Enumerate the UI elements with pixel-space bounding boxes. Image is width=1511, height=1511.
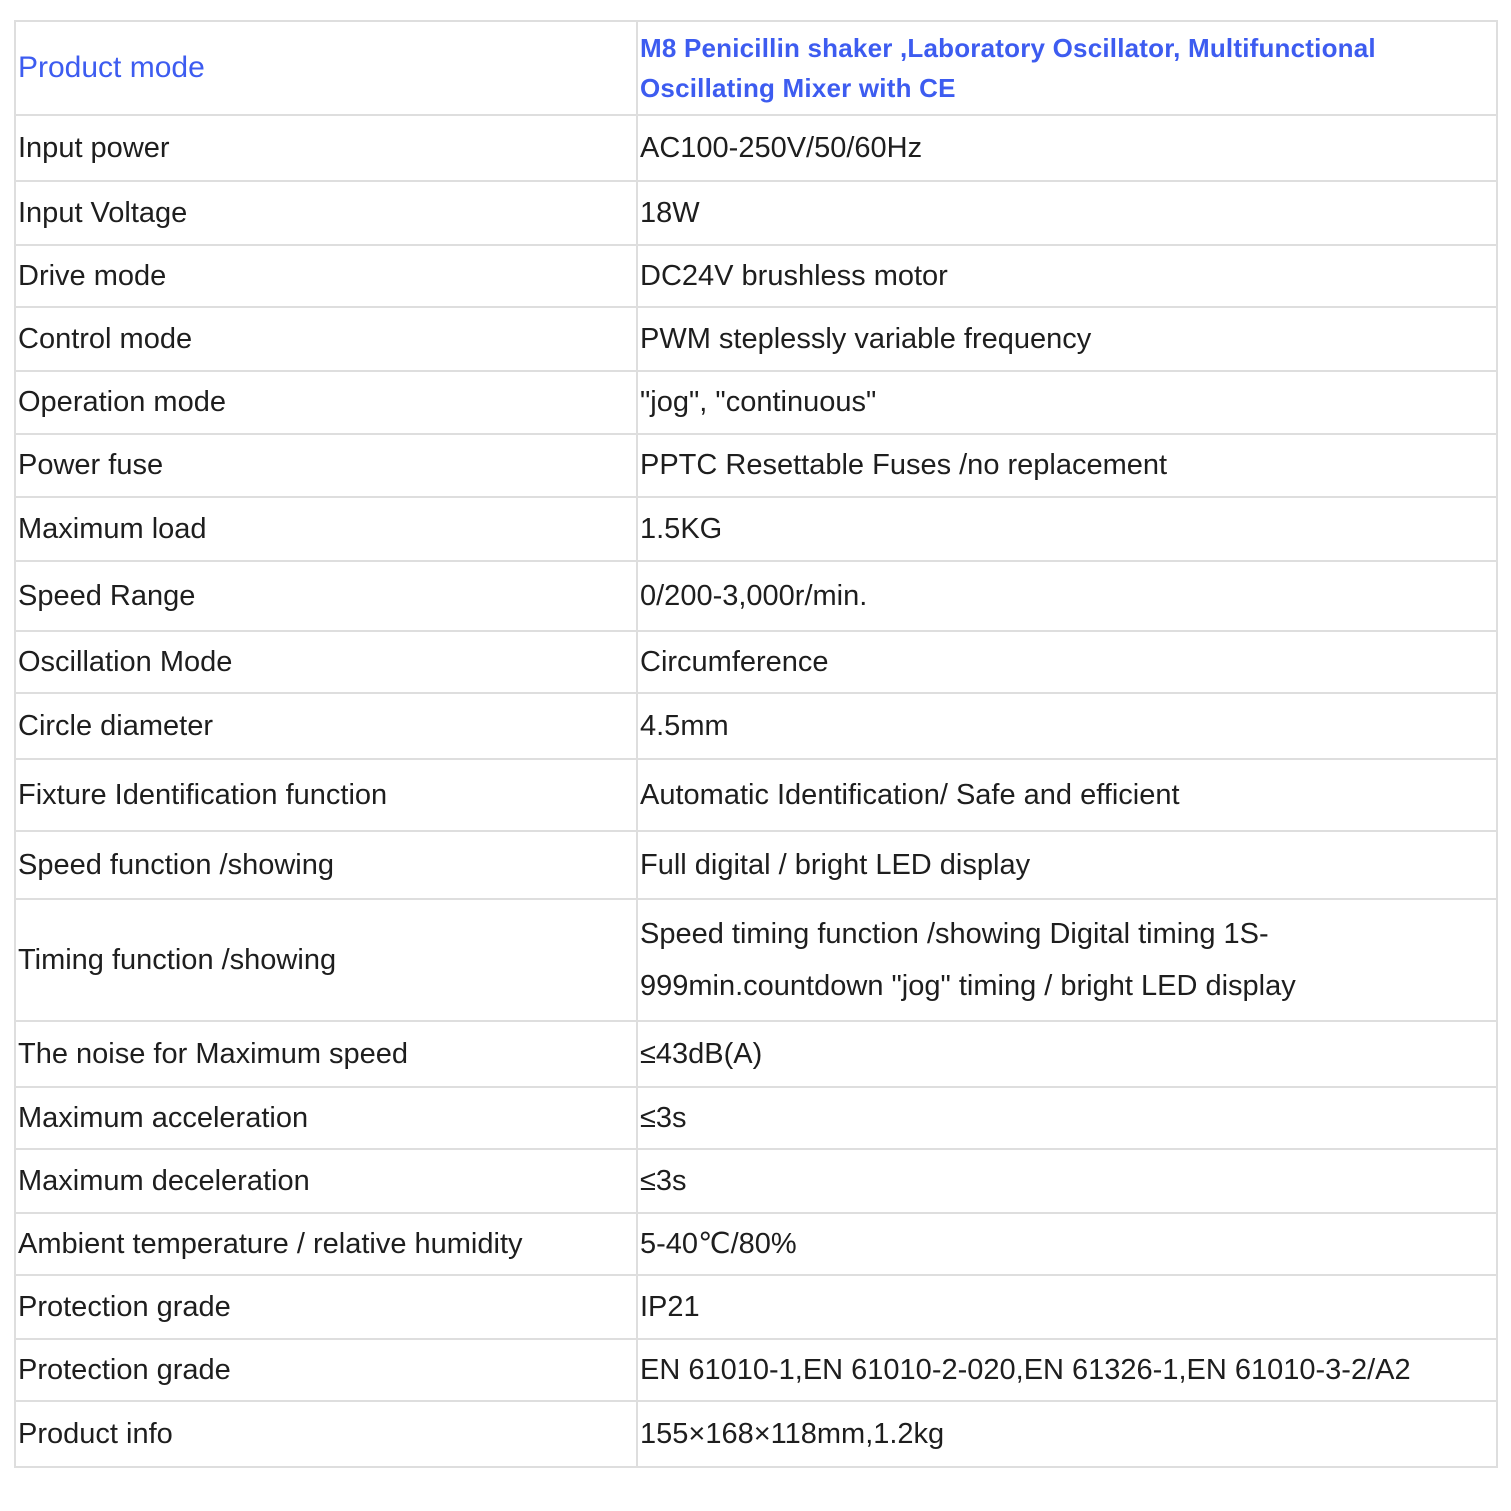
row-value: 4.5mm [637, 693, 1497, 759]
row-label: Fixture Identification function [15, 759, 637, 831]
row-value: DC24V brushless motor [637, 245, 1497, 307]
row-label: Speed Range [15, 561, 637, 631]
table-row [15, 307, 1497, 371]
table-row [15, 434, 1497, 497]
row-label: Maximum acceleration [15, 1087, 637, 1149]
row-value: Full digital / bright LED display [637, 831, 1497, 899]
table-row [15, 115, 1497, 181]
table-row [15, 245, 1497, 307]
table-row [15, 561, 1497, 631]
product-mode-label: Product mode [15, 21, 637, 115]
row-label: Ambient temperature / relative humidity [15, 1213, 637, 1275]
row-label: Maximum load [15, 497, 637, 561]
table-row [15, 181, 1497, 245]
table-row [15, 1213, 1497, 1275]
row-label: Input Voltage [15, 181, 637, 245]
row-value: PPTC Resettable Fuses /no replacement [637, 434, 1497, 497]
row-value: 5-40℃/80% [637, 1213, 1497, 1275]
row-label: Control mode [15, 307, 637, 371]
row-label: Circle diameter [15, 693, 637, 759]
table-row [15, 831, 1497, 899]
row-value: AC100-250V/50/60Hz [637, 115, 1497, 181]
row-value: Automatic Identification/ Safe and efficient [637, 759, 1497, 831]
row-label: Product info [15, 1401, 637, 1467]
row-label: Timing function /showing [15, 899, 637, 1021]
table-row [15, 759, 1497, 831]
row-label: Maximum deceleration [15, 1149, 637, 1213]
table-row [15, 1087, 1497, 1149]
row-value: 155×168×118mm,1.2kg [637, 1401, 1497, 1467]
row-value: PWM steplessly variable frequency [637, 307, 1497, 371]
product-mode-value: M8 Penicillin shaker ,Laboratory Oscillator, Multifunctional Oscillating Mixer with CE [637, 21, 1497, 115]
row-value: IP21 [637, 1275, 1497, 1339]
row-label: Protection grade [15, 1275, 637, 1339]
row-label: Speed function /showing [15, 831, 637, 899]
table-row [15, 1021, 1497, 1087]
table-row [15, 1401, 1497, 1467]
row-value: 18W [637, 181, 1497, 245]
table-row [15, 899, 1497, 1021]
row-value: EN 61010-1,EN 61010-2-020,EN 61326-1,EN 61010-3-2/A2 [637, 1339, 1497, 1401]
table-row [15, 497, 1497, 561]
table-row [15, 371, 1497, 434]
table-row [15, 1275, 1497, 1339]
row-value: ≤43dB(A) [637, 1021, 1497, 1087]
table-row [15, 1339, 1497, 1401]
row-value: Circumference [637, 631, 1497, 693]
row-value: Speed timing function /showing Digital timing 1S-999min.countdown "jog" timing / bright LED display [637, 899, 1497, 1021]
row-value: "jog", "continuous" [637, 371, 1497, 434]
row-label: Oscillation Mode [15, 631, 637, 693]
row-value: ≤3s [637, 1149, 1497, 1213]
spec-table [14, 20, 1498, 1468]
row-label: Protection grade [15, 1339, 637, 1401]
row-label: Drive mode [15, 245, 637, 307]
row-label: The noise for Maximum speed [15, 1021, 637, 1087]
row-value: ≤3s [637, 1087, 1497, 1149]
table-row [15, 631, 1497, 693]
row-label: Power fuse [15, 434, 637, 497]
table-row [15, 1149, 1497, 1213]
table-row [15, 693, 1497, 759]
row-label: Operation mode [15, 371, 637, 434]
table-row-header [15, 21, 1497, 115]
row-value: 1.5KG [637, 497, 1497, 561]
row-value: 0/200-3,000r/min. [637, 561, 1497, 631]
row-label: Input power [15, 115, 637, 181]
